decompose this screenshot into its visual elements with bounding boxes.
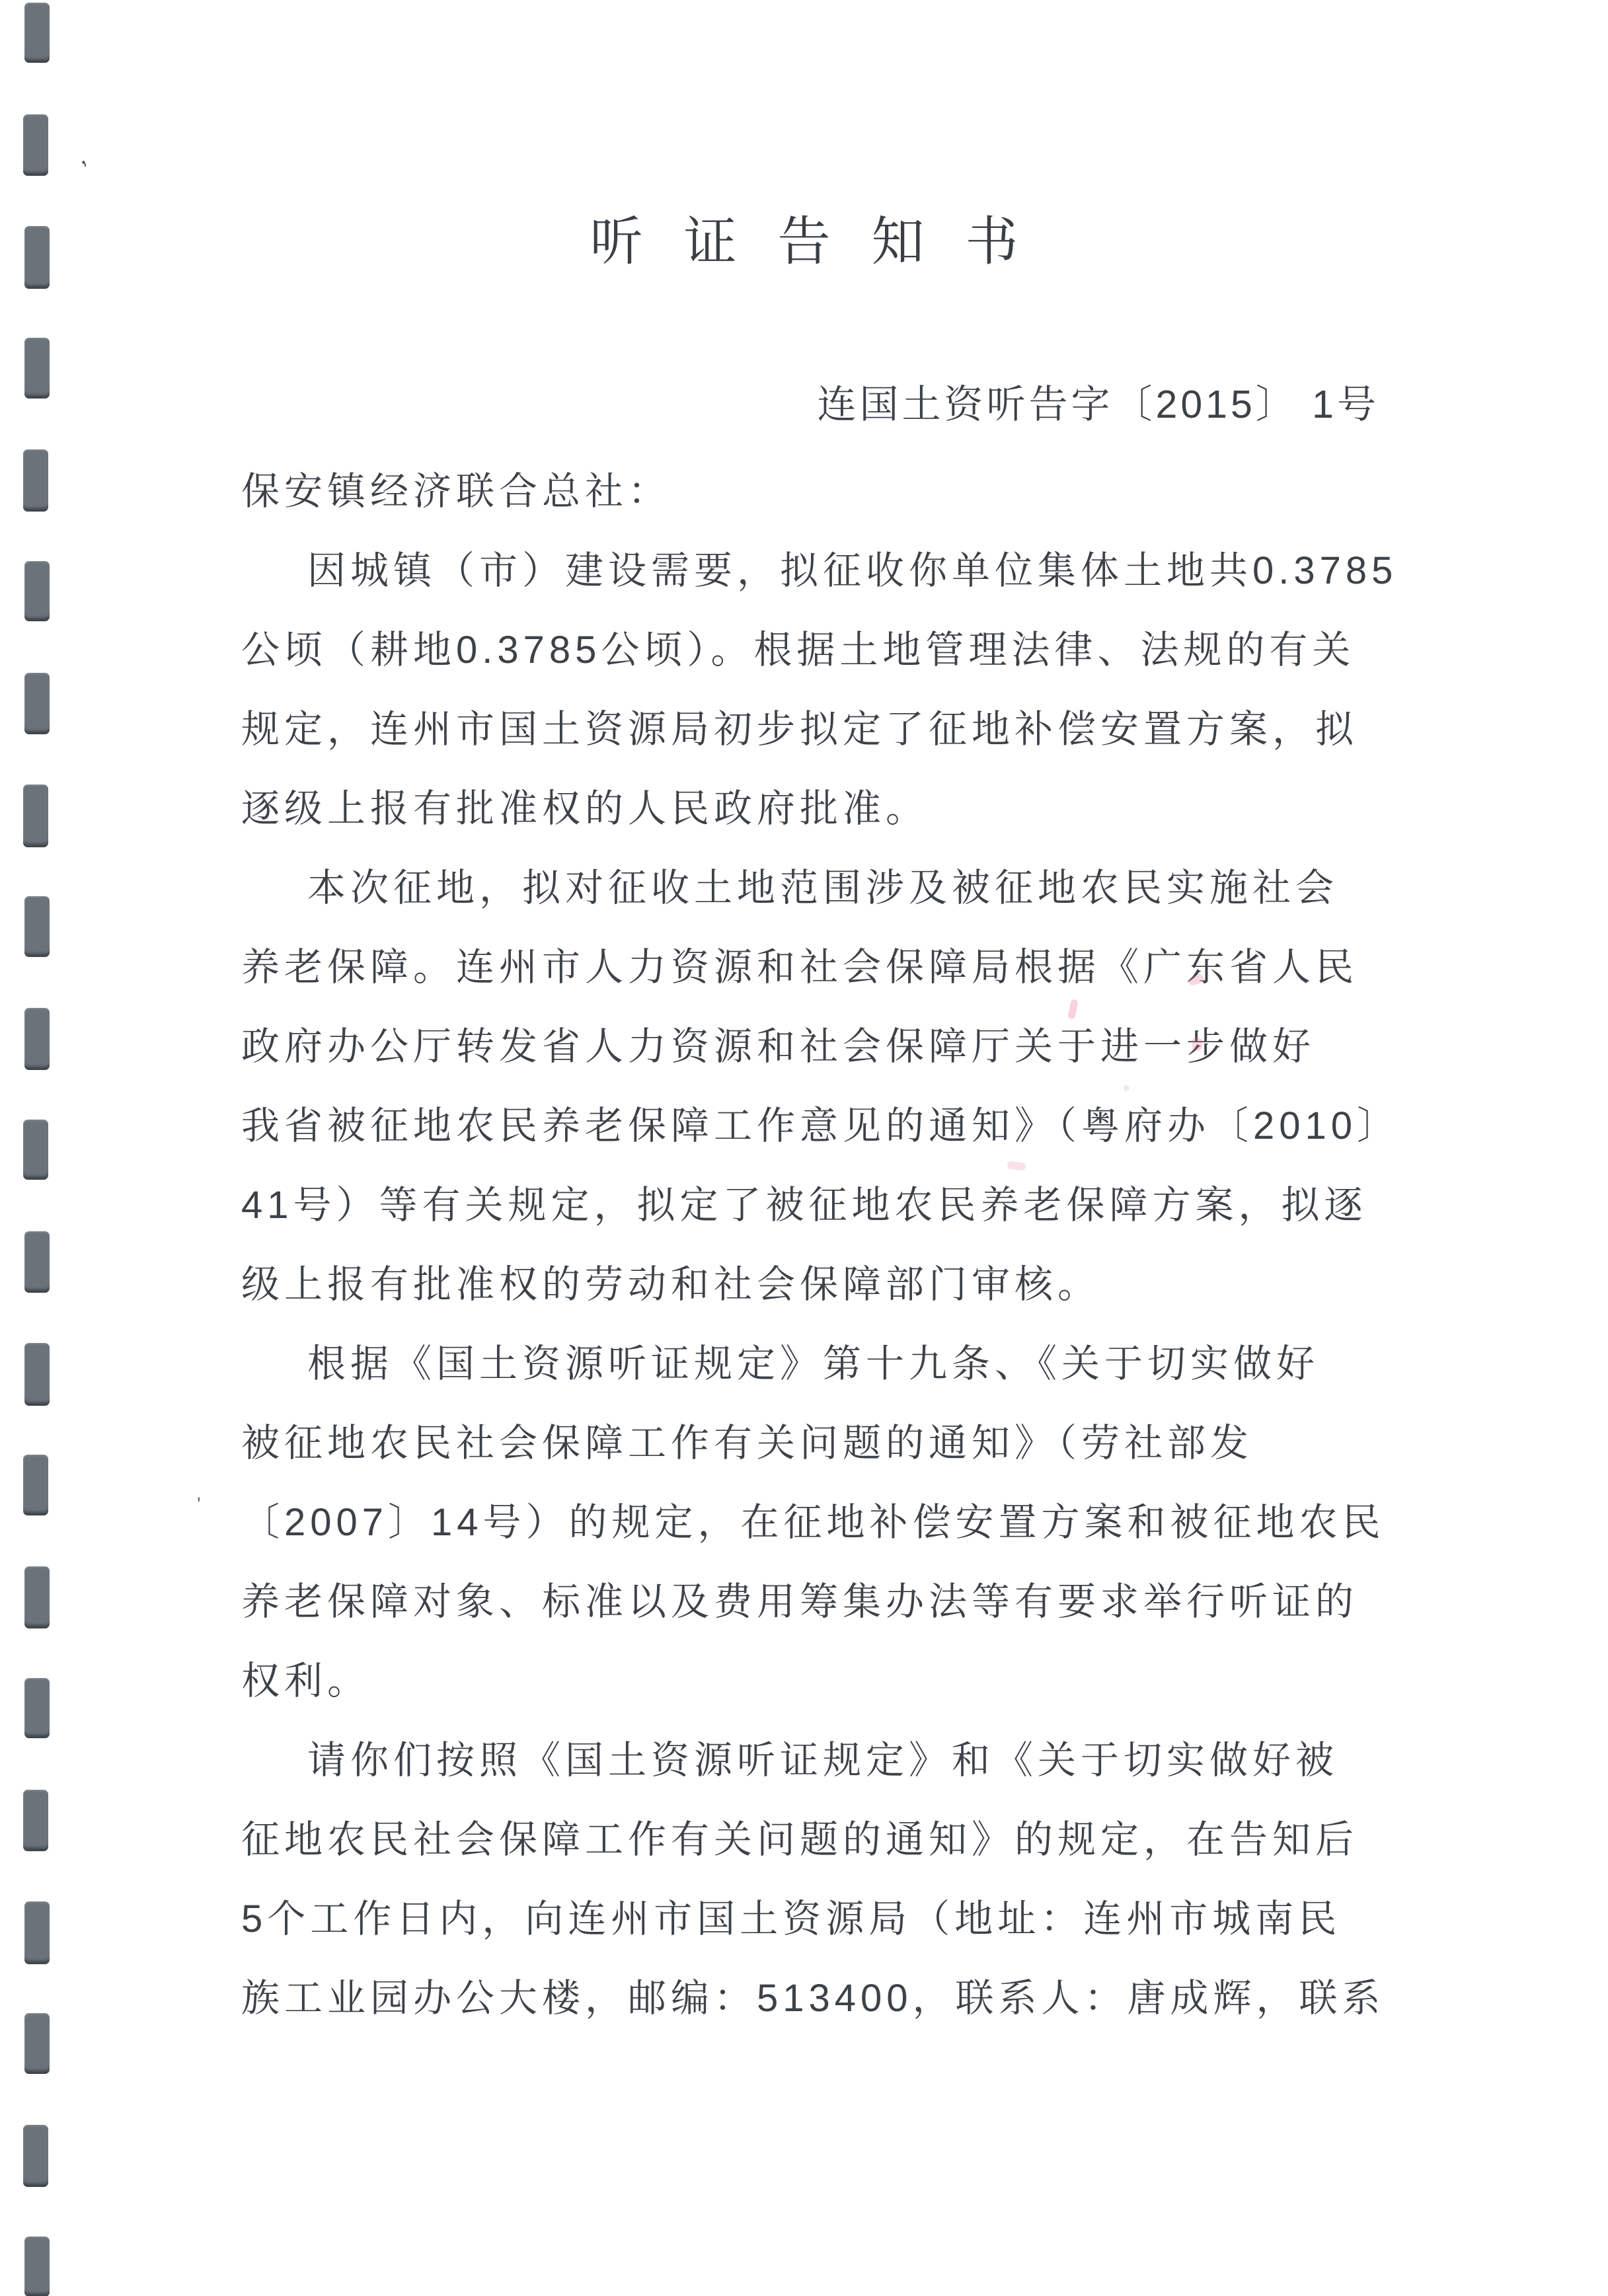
body-line: 政府办公厅转发省人力资源和社会保障厅关于进一步做好 xyxy=(241,1025,1316,1068)
body-line: 权利。 xyxy=(241,1660,371,1703)
body-line: 级上报有批准权的劳动和社会保障部门审核。 xyxy=(241,1263,1101,1306)
binding-hole xyxy=(23,1455,48,1515)
body-line: 被征地农民社会保障工作有关问题的通知》（劳社部发 xyxy=(241,1422,1254,1465)
binding-hole xyxy=(23,784,48,847)
binding-hole xyxy=(24,896,50,957)
binding-hole xyxy=(23,2125,48,2187)
body-line: 公顷（耕地0.3785公顷）。根据土地管理法律、法规的有关 xyxy=(241,629,1356,671)
body-line: 本次征地，拟对征收土地范围涉及被征地农民实施社会 xyxy=(307,866,1339,909)
binding-strip xyxy=(0,0,79,2296)
binding-hole xyxy=(24,2013,50,2074)
document-number: 连国土资听告字〔2015〕 1号 xyxy=(817,383,1379,426)
binding-hole xyxy=(24,1901,50,1964)
paragraph xyxy=(241,1324,1385,1721)
scan-speck: ' xyxy=(197,1494,201,1515)
body-line: 养老保障。连州市人力资源和社会保障局根据《广东省人民 xyxy=(241,946,1359,989)
scan-speck: , xyxy=(70,143,91,171)
body-line: 逐级上报有批准权的人民政府批准。 xyxy=(241,787,929,830)
paragraph xyxy=(241,1721,1385,2038)
body-line: 根据《国土资源听证规定》第十九条、《关于切实做好 xyxy=(307,1342,1320,1385)
binding-hole xyxy=(24,1008,50,1070)
paragraph xyxy=(241,531,1398,849)
body-line: 因城镇（市）建设需要，拟征收你单位集体土地共0.3785 xyxy=(307,549,1398,592)
scan-artifact-pink xyxy=(1124,1085,1129,1091)
body-line: 养老保障对象、标准以及费用筹集办法等有要求举行听证的 xyxy=(241,1580,1359,1623)
body-line: 5个工作日内，向连州市国土资源局（地址：连州市城南民 xyxy=(241,1897,1342,1940)
body-line: 族工业园办公大楼，邮编：513400，联系人：唐成辉，联系 xyxy=(241,1977,1385,2020)
binding-hole xyxy=(24,2237,50,2296)
binding-hole xyxy=(23,1120,48,1180)
binding-hole xyxy=(24,673,50,734)
body-line: 征地农民社会保障工作有关问题的通知》的规定，在告知后 xyxy=(241,1818,1359,1861)
addressee-line: 保安镇经济联合总社： xyxy=(241,470,671,513)
binding-hole xyxy=(23,114,48,176)
page-title: 听证告知书 xyxy=(590,213,1059,272)
binding-hole xyxy=(24,1566,50,1628)
body-line: 规定，连州市国土资源局初步拟定了征地补偿安置方案，拟 xyxy=(241,708,1359,751)
binding-hole xyxy=(24,1231,50,1293)
binding-hole xyxy=(24,1343,50,1406)
document-body xyxy=(241,452,1400,2038)
body-line: 请你们按照《国土资源听证规定》和《关于切实做好被 xyxy=(307,1739,1339,1782)
body-line: 〔2007〕14号）的规定，在征地补偿安置方案和被征地农民 xyxy=(241,1501,1385,1544)
binding-hole xyxy=(24,3,50,63)
binding-hole xyxy=(23,1790,48,1851)
binding-hole xyxy=(23,449,48,512)
binding-hole xyxy=(24,561,50,621)
scan-artifact-pink xyxy=(1192,1038,1202,1051)
binding-hole xyxy=(24,338,50,399)
binding-hole xyxy=(24,1678,50,1738)
paragraph xyxy=(241,849,1400,1324)
body-line: 41号）等有关规定，拟定了被征地农民养老保障方案，拟逐 xyxy=(241,1184,1367,1227)
body-line: 我省被征地农民养老保障工作意见的通知》（粤府办〔2010〕 xyxy=(241,1104,1400,1147)
